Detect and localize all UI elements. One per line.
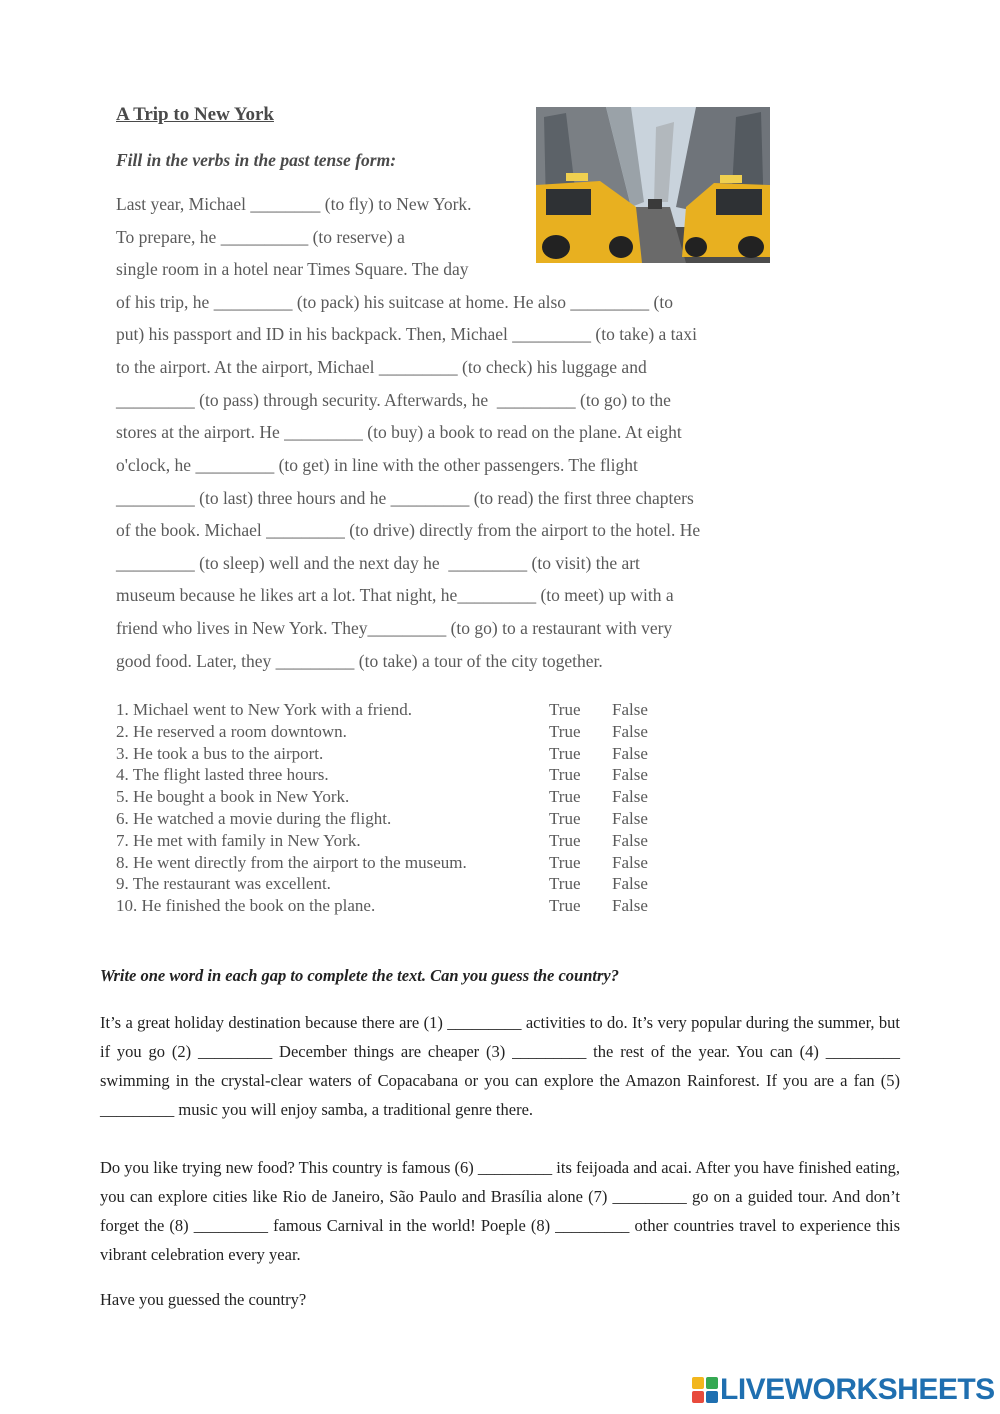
new-york-street-photo [536, 107, 770, 263]
statement-text: 2. He reserved a room downtown. [116, 721, 347, 741]
false-option[interactable]: False [612, 896, 648, 916]
false-option[interactable]: False [612, 808, 648, 828]
true-option[interactable]: True [549, 721, 581, 741]
gap-text-line: of the book. Michael _________ (to drive) directly from the airport to the hotel. He [116, 520, 701, 540]
statement-text: 4. The flight lasted three hours. [116, 765, 329, 785]
gap-text-line: _________ (to last) three hours and he _________ (to read) the first three chapters [116, 488, 694, 508]
gap-text-line: stores at the airport. He _________ (to buy) a book to read on the plane. At eight [116, 422, 682, 442]
gap-text-line: single room in a hotel near Times Square. The day [116, 259, 469, 279]
page-title: A Trip to New York [116, 104, 274, 125]
statement-text: 1. Michael went to New York with a friend. [116, 700, 413, 719]
instruction-past-tense: Fill in the verbs in the past tense form: [116, 150, 397, 170]
true-option[interactable]: True [549, 765, 581, 785]
true-option[interactable]: True [549, 874, 581, 894]
statement-text: 6. He watched a movie during the flight. [116, 808, 392, 828]
liveworksheets-logo[interactable] [692, 1374, 995, 1406]
false-option[interactable]: False [612, 830, 648, 850]
gap-text-line: friend who lives in New York. They_________ (to go) to a restaurant with very [116, 618, 673, 638]
gap-text-line: Last year, Michael ________ (to fly) to New York. [116, 194, 472, 214]
true-option[interactable]: True [549, 743, 581, 763]
gap-text-line: put) his passport and ID in his backpack. Then, Michael _________ (to take) a taxi [116, 324, 697, 344]
statement-text: 5. He bought a book in New York. [116, 787, 350, 807]
final-question: Have you guessed the country? [100, 1290, 307, 1309]
statement-text: 7. He met with family in New York. [116, 830, 361, 850]
statement-text: 3. He took a bus to the airport. [116, 743, 324, 763]
true-option[interactable]: True [549, 787, 581, 807]
gap-text-line: of his trip, he _________ (to pack) his suitcase at home. He also _________ (to [116, 292, 673, 312]
statement-text: 8. He went directly from the airport to the museum. [116, 852, 467, 872]
true-option[interactable]: True [549, 830, 581, 850]
gap-text-line: to the airport. At the airport, Michael _________ (to check) his luggage and [116, 357, 647, 377]
gap-text-line: o'clock, he _________ (to get) in line with the other passengers. The flight [116, 455, 638, 475]
gap-text-line: _________ (to sleep) well and the next day he _________ (to visit) the art [116, 553, 640, 573]
gap-text-line: good food. Later, they _________ (to take) a tour of the city together. [116, 651, 603, 671]
false-option[interactable]: False [612, 852, 648, 872]
statement-text: 10. He finished the book on the plane. [116, 896, 376, 916]
instruction-guess-country: Write one word in each gap to complete the text. Can you guess the country? [100, 966, 619, 985]
false-option[interactable]: False [612, 787, 648, 807]
false-option[interactable]: False [612, 765, 648, 785]
logo-blocks-icon [692, 1377, 718, 1403]
statement-text: 9. The restaurant was excellent. [116, 874, 331, 894]
false-option[interactable]: False [612, 721, 648, 741]
true-option[interactable]: True [549, 700, 581, 719]
gap-text-line: _________ (to pass) through security. Afterwards, he _________ (to go) to the [116, 390, 671, 410]
gap-text-line: museum because he likes art a lot. That night, he_________ (to meet) up with a [116, 585, 674, 605]
true-option[interactable]: True [549, 852, 581, 872]
false-option[interactable]: False [612, 743, 648, 763]
true-option[interactable]: True [549, 808, 581, 828]
false-option[interactable]: False [612, 874, 648, 894]
true-option[interactable]: True [549, 896, 581, 916]
gap-text-line: To prepare, he __________ (to reserve) a [116, 227, 405, 247]
logo-text: LIVEWORKSHEETS [720, 1373, 995, 1406]
false-option[interactable]: False [612, 700, 648, 719]
paragraph-1: It’s a great holiday destination because there are (1) _________ activities to do. It’s very popular during the summer, but if you go (2) _________ December things are cheaper (3) _________ the rest of the year. You can (4) _________ swimming in the crystal-clear waters of Copacabana or you can explore the Amazon Rainforest. If you are a fan (5) _________ music you will enjoy samba, a traditional genre there. [100, 1013, 900, 1119]
paragraph-2: Do you like trying new food? This country is famous (6) _________ its feijoada and acai. After you have finished eating, you can explore cities like Rio de Janeiro, São Paulo and Brasília alone (7) _________ go on a guided tour. And don’t forget the (8) _________ famous Carnival in the world! Poeple (8) _________ other countries travel to experience this vibrant celebration every year. [100, 1158, 900, 1264]
